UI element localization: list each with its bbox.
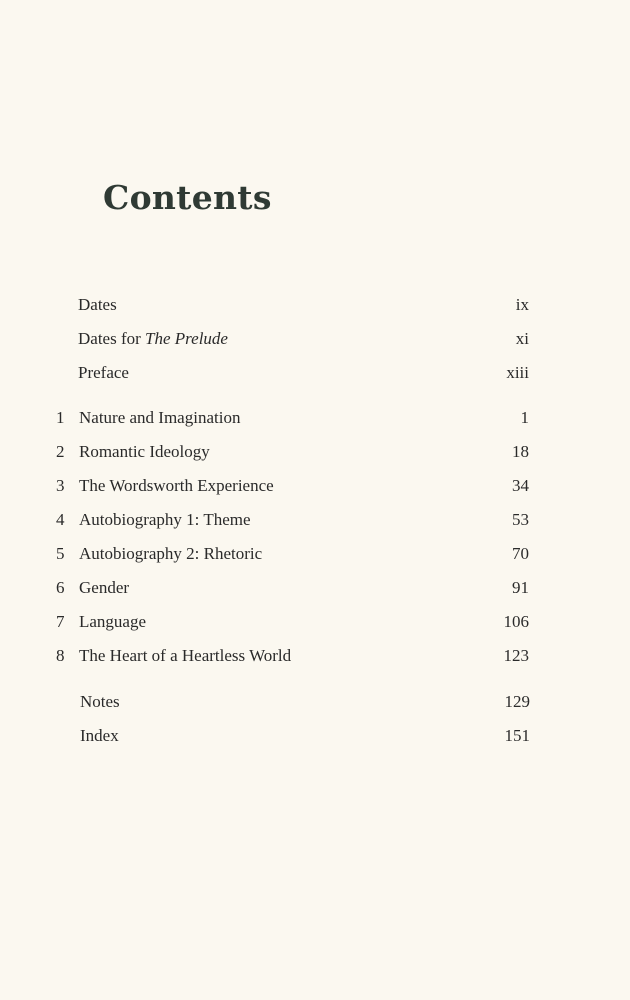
toc-chapter-5 [0,543,630,565]
toc-chapter-1 [0,407,630,429]
chapter-title: Nature and Imagination [79,408,241,427]
chapter-number: 8 [56,646,65,665]
toc-chapter-7 [0,611,630,633]
chapter-page: 1 [520,408,529,427]
toc-entry-page: xi [515,329,529,348]
toc-chapter-4 [0,509,630,531]
chapter-number: 5 [56,544,65,563]
toc-entry-label: Preface [78,363,129,382]
chapter-number: 6 [56,578,65,597]
chapter-page: 123 [503,646,529,665]
toc-entry-preface [0,362,630,384]
toc-entry-page: xiii [506,363,529,382]
toc-entry-index [0,725,630,747]
chapter-title: Language [79,612,147,631]
chapter-page: 34 [512,476,529,495]
toc-entry-label-italic: The Prelude [145,329,228,348]
chapter-number: 3 [56,476,65,495]
chapter-number: 4 [56,510,65,529]
chapter-page: 91 [512,578,529,597]
toc-chapter-6 [0,577,630,599]
chapter-number: 2 [56,442,65,461]
chapter-title: Gender [79,578,130,597]
chapter-page: 70 [512,544,529,563]
page-title: Contents [103,178,272,217]
toc-chapter-2 [0,441,630,463]
chapter-number: 1 [56,408,65,427]
toc-entry-notes [0,691,630,713]
chapter-page: 106 [503,612,529,631]
toc-entry-label [78,328,228,350]
toc-entry-page: 129 [504,692,530,711]
toc-entry-dates-for-prelude [0,328,630,350]
chapter-number: 7 [56,612,65,631]
chapter-title: Autobiography 1: Theme [79,510,251,529]
toc-entry-label: Index [80,726,119,745]
toc-chapter-8 [0,645,630,667]
chapter-title: The Wordsworth Experience [79,476,274,495]
chapter-title: The Heart of a Heartless World [79,646,292,665]
toc-entry-label: Dates [78,295,117,314]
toc-entry-dates [0,294,630,316]
chapter-page: 53 [512,510,529,529]
chapter-page: 18 [512,442,529,461]
toc-chapter-3 [0,475,630,497]
chapter-title: Romantic Ideology [79,442,210,461]
toc-entry-page: ix [515,295,529,314]
toc-entry-label-prefix: Dates for [78,329,146,348]
toc-entry-page: 151 [504,726,530,745]
chapter-title: Autobiography 2: Rhetoric [79,544,263,563]
toc-entry-label: Notes [80,692,120,711]
